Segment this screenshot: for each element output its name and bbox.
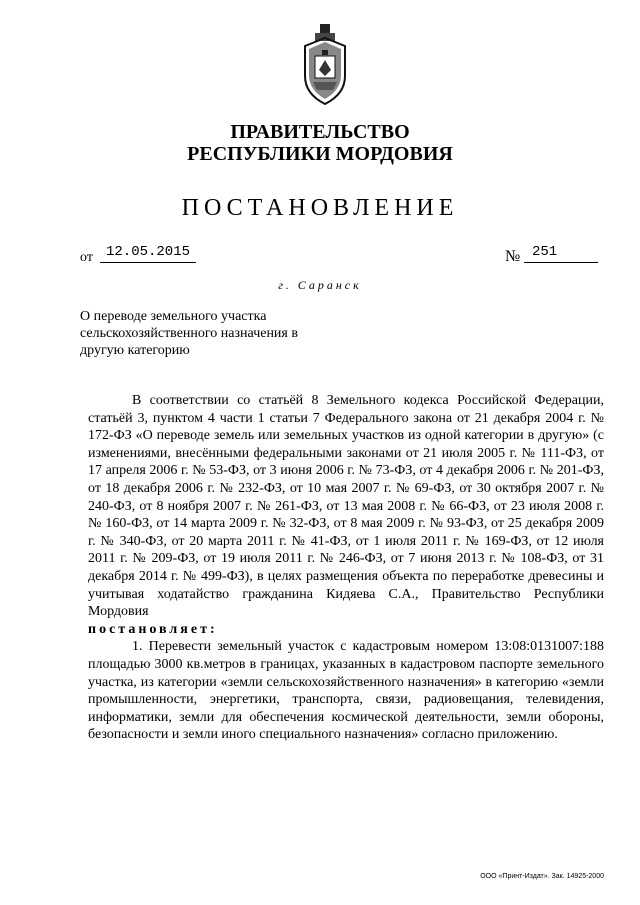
date-label: от	[80, 250, 93, 265]
subject-line: другую категорию	[80, 343, 190, 358]
item-1-paragraph: 1. Перевести земельный участок с кадастровым номером 13:08:0131007:188 площадью 3000 кв.метров в границах, указанных в кадастровом паспорте земельного участка, из категории «земли сельскохозяйственного назначения» в категорию «земли промышленности, энергетики, транспорта, связи, радиовещания, телевидения, информатики, земли для обеспечения космической деятельности, земли обороны, безопасности и земли иного специального назначения» согласно приложению.	[88, 639, 604, 743]
subject-line: О переводе земельного участка	[80, 309, 267, 324]
organization-name-line1: ПРАВИТЕЛЬСТВО	[230, 121, 410, 143]
coat-of-arms-icon	[301, 24, 349, 106]
document-subject	[80, 308, 380, 359]
document-number: 251	[524, 244, 598, 263]
preamble-paragraph: В соответствии со статьёй 8 Земельного кодекса Российской Федерации, статьёй 3, пунктом 4 части 1 статьи 7 Федерального закона от 21 декабря 2004 г. № 172-ФЗ «О переводе земель или земельных участков из одной категории в другую» (с изменениями, внесёнными федеральными законами от 21 июля 2005 г. № 111-ФЗ, от 17 апреля 2006 г. № 53-ФЗ, от 3 июня 2006 г. № 73-ФЗ, от 4 декабря 2006 г. № 201-ФЗ, от 18 декабря 2006 г. № 232-ФЗ, от 10 мая 2007 г. № 69-ФЗ, от 30 октября 2007 г. № 240-ФЗ, от 8 ноября 2007 г. № 261-ФЗ, от 13 мая 2008 г. № 66-ФЗ, от 23 июля 2008 г. № 160-ФЗ, от 14 марта 2009 г. № 32-ФЗ, от 8 мая 2009 г. № 93-ФЗ, от 25 декабря 2009 г. № 340-ФЗ, от 20 марта 2011 г. № 41-ФЗ, от 1 июля 2011 г. № 169-ФЗ, от 12 июля 2011 г. № 209-ФЗ, от 19 июля 2011 г. № 246-ФЗ, от 7 июня 2013 г. № 108-ФЗ, от 31 декабря 2014 г. № 499-ФЗ), в целях размещения объекта по переработке древесины и учитывая ходатайство гражданина Кидяева С.А., Правительство Республики Мордовия	[88, 393, 604, 620]
organization-name-line2: РЕСПУБЛИКИ МОРДОВИЯ	[187, 143, 453, 165]
city-name: г. Саранск	[278, 278, 362, 292]
document-body	[88, 392, 604, 744]
subject-line: сельскохозяйственного назначения в	[80, 326, 298, 341]
document-type-title: ПОСТАНОВЛЕНИЕ	[181, 195, 459, 221]
decree-word: постановляет:	[88, 621, 218, 637]
document-date: 12.05.2015	[100, 244, 196, 263]
printer-imprint: ООО «Принт-Издат». Зак. 14925-2000	[480, 873, 604, 880]
number-label: №	[505, 248, 521, 265]
